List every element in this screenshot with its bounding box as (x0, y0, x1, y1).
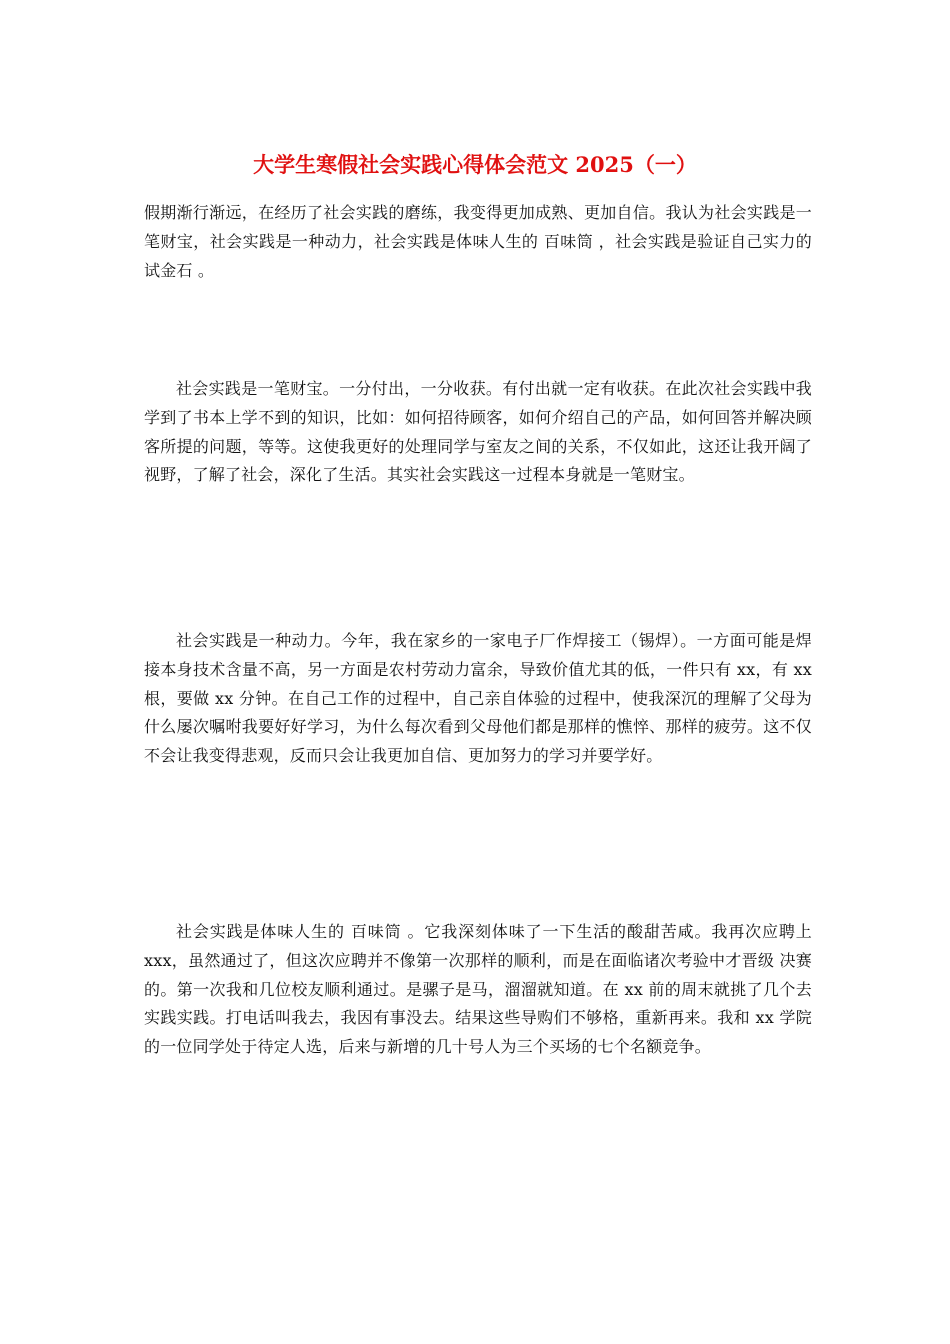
paragraph-motivation: 社会实践是一种动力。今年，我在家乡的一家电子厂作焊接工（锡焊）。一方面可能是焊接本身技术含量不高，另一方面是农村劳动力富余，导致价值尤其的低，一件只有 xx，有 xx 根，要做 xx 分钟。在自己工作的过程中，自己亲自体验的过程中，使我深沉的理解了父母为什么屡次嘱咐我要好好学习，为什么每次看到父母他们都是那样的憔悴、那样的疲劳。这不仅不会让我变得悲观，反而只会让我更加自信、更加努力的学习并要学好。 (144, 631, 812, 766)
document-title: 大学生寒假社会实践心得体会范文 2025（一） (253, 152, 697, 177)
paragraph-wealth: 社会实践是一笔财宝。一分付出，一分收获。有付出就一定有收获。在此次社会实践中我学到了书本上学不到的知识，比如：如何招待顾客，如何介绍自己的产品，如何回答并解决顾客所提的问题，等等。这使我更好的处理同学与室友之间的关系，不仅如此，这还让我开阔了视野，了解了社会，深化了生活。其实社会实践这一过程本身就是一笔财宝。 (144, 379, 812, 485)
intro-paragraph: 假期渐行渐远，在经历了社会实践的磨练，我变得更加成熟、更加自信。我认为社会实践是一笔财宝，社会实践是一种动力，社会实践是体味人生的 百味筒 ，社会实践是验证自己实力的 试金石 。 (144, 203, 812, 280)
paragraph-life-flavors: 社会实践是体味人生的 百味筒 。它我深刻体味了一下生活的酸甜苦咸。我再次应聘上 xxx，虽然通过了，但这次应聘并不像第一次那样的顺利，而是在面临诸次考验中才晋级 决赛 的。第一次我和几位校友顺利通过。是骡子是马，溜溜就知道。在 xx 前的周末就挑了几个去实践实践。打电话叫我去，我因有事没去。结果这些导购们不够格，重新再来。我和 xx 学院的一位同学处于待定人选，后来与新增的几十号人为三个买场的七个名额竞争。 (144, 922, 812, 1057)
